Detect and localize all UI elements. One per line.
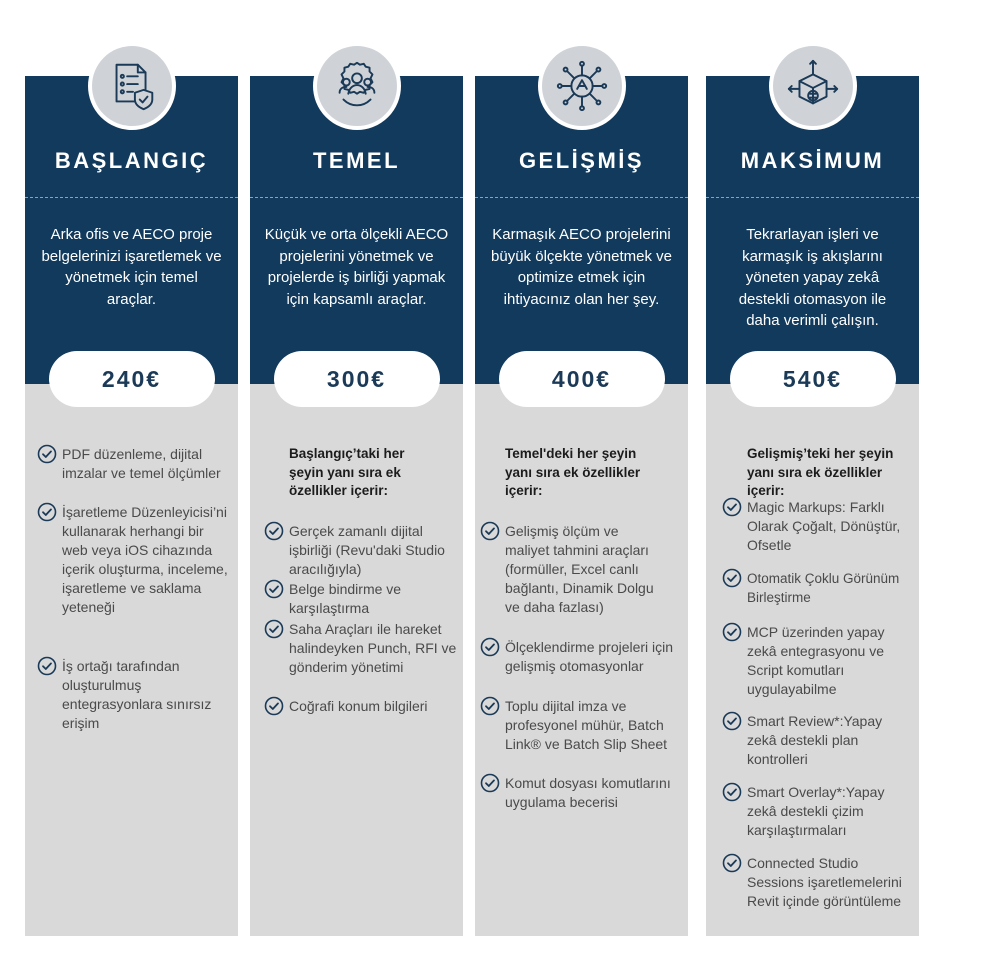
plan-description: Karmaşık AECO projelerini büyük ölçekte yönetmek ve optimize etmek için ihtiyacınız olan her şey. [491, 226, 672, 308]
plan-card-temel [250, 76, 463, 936]
plan-title: TEMEL [312, 148, 401, 173]
feature-item: Gerçek zamanlı dijital işbirliği (Revu'daki Studio aracılığıyla) [264, 522, 459, 579]
feature-item: Ölçeklendirme projeleri için gelişmiş otomasyonlar [480, 638, 680, 676]
plan-intro: Başlangıç’taki her şeyin yanı sıra ek özellikler içerir: [289, 446, 405, 498]
feature-item: Otomatik Çoklu Görünüm Birleştirme [722, 569, 918, 607]
plan-intro: Gelişmiş’teki her şeyin yanı sıra ek özellikler içerir: [747, 446, 894, 498]
price-badge: 300€ [274, 351, 440, 407]
plan-intro: Temel'deki her şeyin yanı sıra ek özellikler içerir: [505, 446, 641, 498]
feature-item: Belge bindirme ve karşılaştırma [264, 580, 459, 618]
plan-description: Tekrarlayan işleri ve karmaşık iş akışlarını yöneten yapay zekâ destekli otomasyon ile daha verimli çalışın. [738, 226, 887, 329]
plan-title: GELİŞMİŞ [518, 148, 645, 173]
dashed-divider [250, 197, 463, 198]
dashed-divider [25, 197, 238, 198]
feature-item: MCP üzerinden yapay zekâ entegrasyonu ve Script komutları uygulayabilme [722, 623, 912, 699]
check-circle-icon [480, 637, 500, 657]
feature-item: Magic Markups: Farklı Olarak Çoğalt, Dönüştür, Ofsetle [722, 498, 918, 555]
check-circle-icon [37, 656, 57, 676]
feature-item: Gelişmiş ölçüm ve maliyet tahmini araçları (formüller, Excel canlı bağlantı, Dinamik Dolgu ve daha fazlası) [480, 522, 680, 617]
ai-network-icon [538, 42, 626, 130]
plan-header [475, 76, 688, 384]
cube-brain-icon [769, 42, 857, 130]
feature-item: Smart Overlay*:Yapay zekâ destekli çizim karşılaştırmaları [722, 783, 912, 840]
feature-item: Coğrafi konum bilgileri [264, 697, 459, 716]
dashed-divider [706, 197, 919, 198]
feature-item: Toplu dijital imza ve profesyonel mühür, Batch Link® ve Batch Slip Sheet [480, 697, 680, 754]
check-circle-icon [480, 773, 500, 793]
check-circle-icon [722, 853, 742, 873]
plan-title: BAŞLANGIÇ [54, 148, 209, 173]
check-circle-icon [722, 568, 742, 588]
plan-description: Arka ofis ve AECO proje belgelerinizi işaretlemek ve yönetmek için temel araçlar. [41, 226, 222, 308]
feature-item: İşaretleme Düzenleyicisi’ni kullanarak herhangi bir web veya iOS cihazında içerik oluşturma, inceleme, işaretleme ve saklama yeteneği [37, 503, 232, 617]
dashed-divider [475, 197, 688, 198]
check-circle-icon [722, 497, 742, 517]
feature-item: Komut dosyası komutlarını uygulama becerisi [480, 774, 680, 812]
feature-item: İş ortağı tarafından oluşturulmuş entegrasyonlara sınırsız erişim [37, 657, 232, 733]
price-badge: 240€ [49, 351, 215, 407]
plan-title: MAKSİMUM [740, 148, 885, 173]
check-circle-icon [37, 444, 57, 464]
feature-item: Smart Review*:Yapay zekâ destekli plan kontrolleri [722, 712, 912, 769]
plan-header [706, 76, 919, 384]
check-circle-icon [722, 711, 742, 731]
document-checklist-shield-icon [88, 42, 176, 130]
check-circle-icon [264, 521, 284, 541]
feature-item: Connected Studio Sessions işaretlemelerini Revit içinde görüntüleme [722, 854, 918, 911]
check-circle-icon [264, 579, 284, 599]
price-badge: 400€ [499, 351, 665, 407]
plan-description: Küçük ve orta ölçekli AECO projelerini yönetmek ve projelerde iş birliği yapmak için kapsamlı araçlar. [264, 226, 449, 308]
price-badge: 540€ [730, 351, 896, 407]
check-circle-icon [264, 696, 284, 716]
check-circle-icon [37, 502, 57, 522]
check-circle-icon [722, 782, 742, 802]
check-circle-icon [722, 622, 742, 642]
check-circle-icon [480, 696, 500, 716]
feature-item: PDF düzenleme, dijital imzalar ve temel ölçümler [37, 445, 232, 483]
team-gear-icon [313, 42, 401, 130]
check-circle-icon [264, 619, 284, 639]
plan-header [250, 76, 463, 384]
feature-item: Saha Araçları ile hareket halindeyken Punch, RFI ve gönderim yönetimi [264, 620, 459, 677]
check-circle-icon [480, 521, 500, 541]
plan-header [25, 76, 238, 384]
